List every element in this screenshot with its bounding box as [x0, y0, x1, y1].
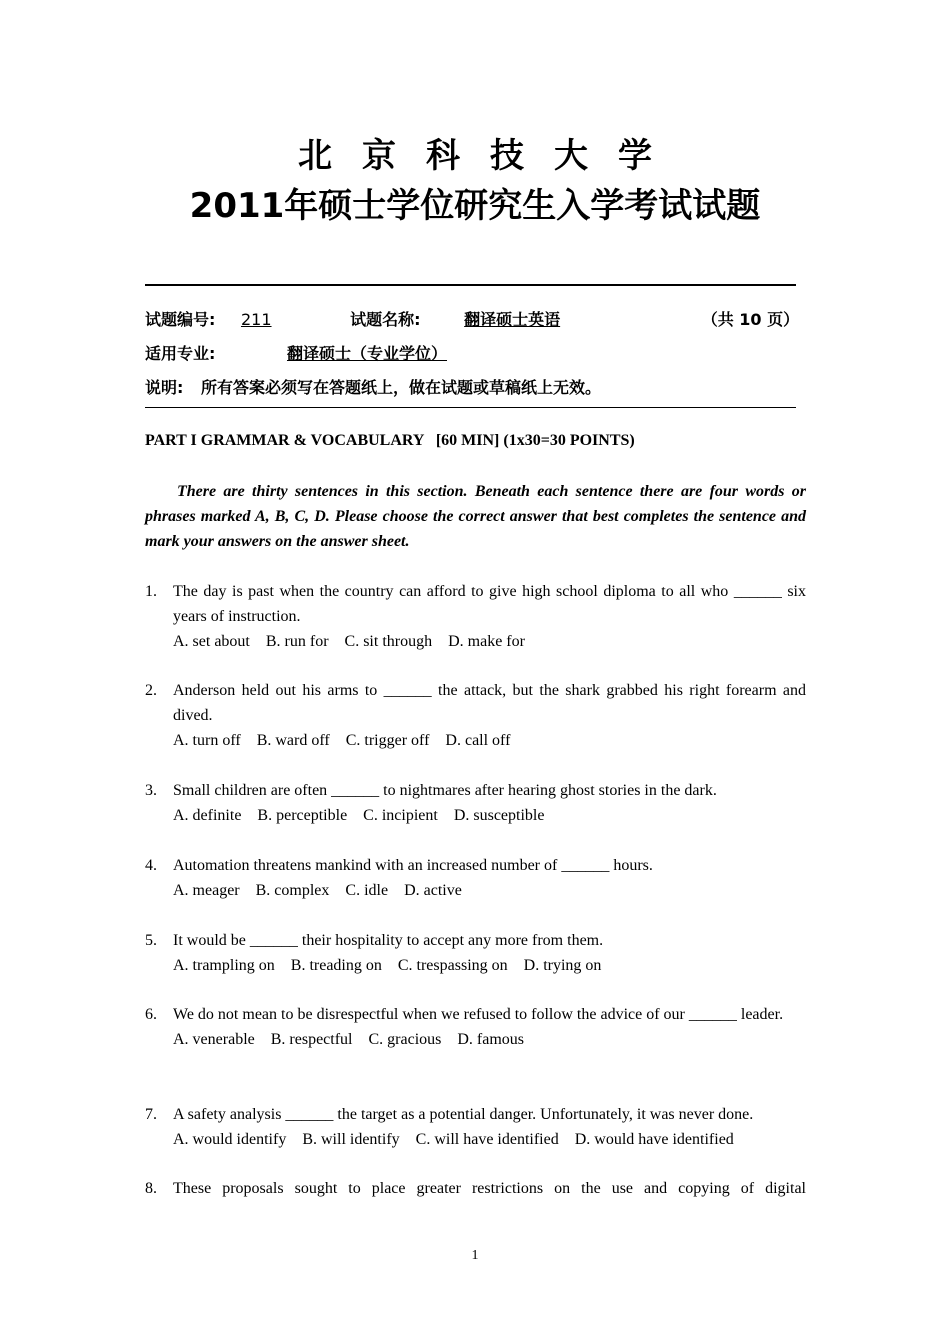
- question-number: 5.: [145, 932, 157, 949]
- exam-title: 2011年硕士学位研究生入学考试试题: [189, 186, 761, 226]
- question-stem: The day is past when the country can afford to give high school diploma to all who ______ six years of instruction.: [173, 583, 806, 625]
- pages-count: （共 10 页）: [701, 310, 800, 329]
- note-value: 所有答案必须写在答题纸上，做在试题或草稿纸上无效。: [200, 378, 601, 397]
- question-stem: Small children are often ______ to nightmares after hearing ghost stories in the dark.: [173, 782, 717, 799]
- question-number: 6.: [145, 1006, 157, 1023]
- question-item: [145, 1002, 806, 1052]
- question-options: A. trampling on B. treading on C. trespassing on D. trying on: [173, 957, 602, 974]
- part-title: PART I GRAMMAR & VOCABULARY [60 MIN] (1x30=30 POINTS): [145, 432, 635, 449]
- question-options: A. would identify B. will identify C. will have identified D. would have identified: [173, 1131, 734, 1148]
- major-value: 翻译硕士（专业学位）: [286, 344, 447, 363]
- note-row: [145, 375, 601, 398]
- question-stem: We do not mean to be disrespectful when we refused to follow the advice of our ______ leader.: [173, 1006, 784, 1023]
- question-item: [145, 778, 806, 828]
- question-number: 8.: [145, 1180, 157, 1197]
- question-options: A. venerable B. respectful C. gracious D. famous: [173, 1031, 525, 1048]
- question-item: [145, 579, 806, 654]
- university-title: 北京科技大学: [298, 136, 682, 176]
- question-number: 3.: [145, 782, 157, 799]
- question-stem: These proposals sought to place greater restrictions on the use and copying of digital: [173, 1180, 806, 1197]
- question-stem: A safety analysis ______ the target as a potential danger. Unfortunately, it was never done.: [173, 1106, 754, 1123]
- code-label: 试题编号:: [145, 310, 216, 329]
- question-options: A. meager B. complex C. idle D. active: [173, 882, 462, 899]
- question-number: 2.: [145, 682, 157, 699]
- top-divider: [145, 284, 796, 286]
- question-number: 4.: [145, 857, 157, 874]
- question-stem: It would be ______ their hospitality to accept any more from them.: [173, 932, 604, 949]
- question-options: A. turn off B. ward off C. trigger off D. call off: [173, 732, 511, 749]
- question-stem: Automation threatens mankind with an increased number of ______ hours.: [173, 857, 653, 874]
- question-options: A. set about B. run for C. sit through D. make for: [173, 633, 525, 650]
- exam-info-row: [145, 307, 799, 330]
- major-label: 适用专业:: [145, 344, 216, 363]
- code-value: 211: [240, 310, 272, 329]
- major-row: [145, 341, 477, 364]
- question-options: A. definite B. perceptible C. incipient D. susceptible: [173, 807, 545, 824]
- question-item: [145, 1102, 806, 1152]
- question-stem: Anderson held out his arms to ______ the attack, but the shark grabbed his right forearm and dived.: [173, 682, 806, 724]
- instructions: There are thirty sentences in this section. Beneath each sentence there are four words or phrases marked A, B, C, D. Please choose the correct answer that best completes the sentence and mark your answers on the answer sheet.: [145, 483, 806, 550]
- page-number: 1: [471, 1248, 479, 1263]
- question-item: [145, 1176, 806, 1201]
- bottom-divider: [145, 407, 796, 408]
- question-item: [145, 678, 806, 753]
- question-number: 7.: [145, 1106, 157, 1123]
- name-value: 翻译硕士英语: [464, 310, 561, 329]
- name-label: 试题名称:: [350, 310, 421, 329]
- question-number: 1.: [145, 583, 157, 600]
- note-label: 说明:: [145, 378, 184, 397]
- question-item: [145, 853, 806, 903]
- question-item: [145, 928, 806, 978]
